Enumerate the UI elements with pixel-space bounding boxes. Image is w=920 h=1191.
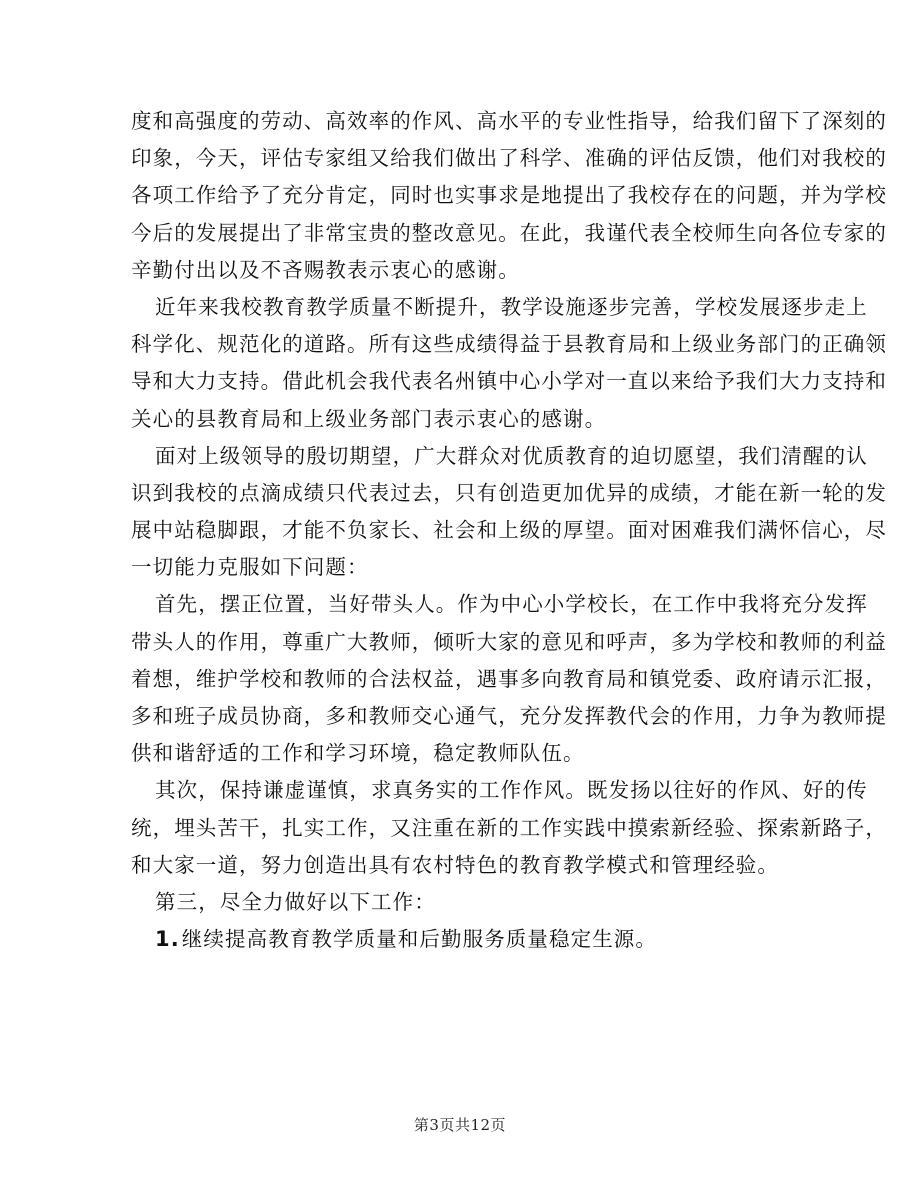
item-number: 1. bbox=[155, 927, 180, 952]
text-line: 识到我校的点滴成绩只代表过去，只有创造更加优异的成绩，才能在新一轮的发 bbox=[131, 480, 887, 505]
item-text: 继续提高教育教学质量和后勤服务质量稳定生源。 bbox=[181, 927, 657, 952]
text-line: 供和谐舒适的工作和学习环境，稳定教师队伍。 bbox=[131, 741, 585, 766]
text-line: 和大家一道，努力创造出具有农村特色的教育教学模式和管理经验。 bbox=[131, 852, 779, 877]
text-line: 今后的发展提出了非常宝贵的整改意见。在此，我谨代表全校师生向各位专家的 bbox=[131, 220, 887, 245]
text-line: 印象，今天，评估专家组又给我们做出了科学、准确的评估反馈，他们对我校的 bbox=[131, 146, 887, 171]
text-line: 多和班子成员协商，多和教师交心通气，充分发挥教代会的作用，力争为教师提 bbox=[131, 704, 887, 728]
paragraph-first-line: 其次，保持谦虚谨慎，求真务实的工作作风。既发扬以往好的作风、好的传 bbox=[155, 778, 868, 803]
document-body bbox=[131, 103, 887, 958]
text-line: 关心的县教育局和上级业务部门表示衷心的感谢。 bbox=[131, 406, 607, 431]
paragraph-first-line: 第三，尽全力做好以下工作： bbox=[155, 889, 436, 914]
text-line: 一切能力克服如下问题： bbox=[131, 555, 369, 580]
text-line: 辛勤付出以及不吝赐教表示衷心的感谢。 bbox=[131, 257, 520, 282]
text-line: 导和大力支持。借此机会我代表名州镇中心小学对一直以来给予我们大力支持和 bbox=[131, 369, 887, 394]
paragraph-first-line: 首先，摆正位置，当好带头人。作为中心小学校长，在工作中我将充分发挥 bbox=[155, 592, 868, 617]
text-line: 度和高强度的劳动、高效率的作风、高水平的专业性指导，给我们留下了深刻的 bbox=[131, 109, 887, 133]
text-line: 科学化、规范化的道路。所有这些成绩得益于县教育局和上级业务部门的正确领 bbox=[131, 332, 887, 357]
paragraph-first-line: 面对上级领导的殷切期望，广大群众对优质教育的迫切愿望，我们清醒的认 bbox=[155, 443, 868, 468]
numbered-item bbox=[131, 921, 807, 958]
text-line: 各项工作给予了充分肯定，同时也实事求是地提出了我校存在的问题，并为学校 bbox=[131, 183, 887, 208]
paragraph-first-line: 近年来我校教育教学质量不断提升，教学设施逐步完善，学校发展逐步走上 bbox=[155, 294, 868, 319]
text-line: 着想，维护学校和教师的合法权益，遇事多向教育局和镇党委、政府请示汇报， bbox=[131, 666, 887, 691]
text-line: 带头人的作用，尊重广大教师，倾听大家的意见和呼声，多为学校和教师的利益 bbox=[131, 629, 887, 654]
page-footer: 第3页共12页 bbox=[413, 1116, 507, 1134]
text-line: 统，埋头苦干，扎实工作，又注重在新的工作实践中摸索新经验、探索新路子， bbox=[131, 815, 887, 840]
text-line: 展中站稳脚跟，才能不负家长、社会和上级的厚望。面对困难我们满怀信心，尽 bbox=[131, 518, 887, 543]
